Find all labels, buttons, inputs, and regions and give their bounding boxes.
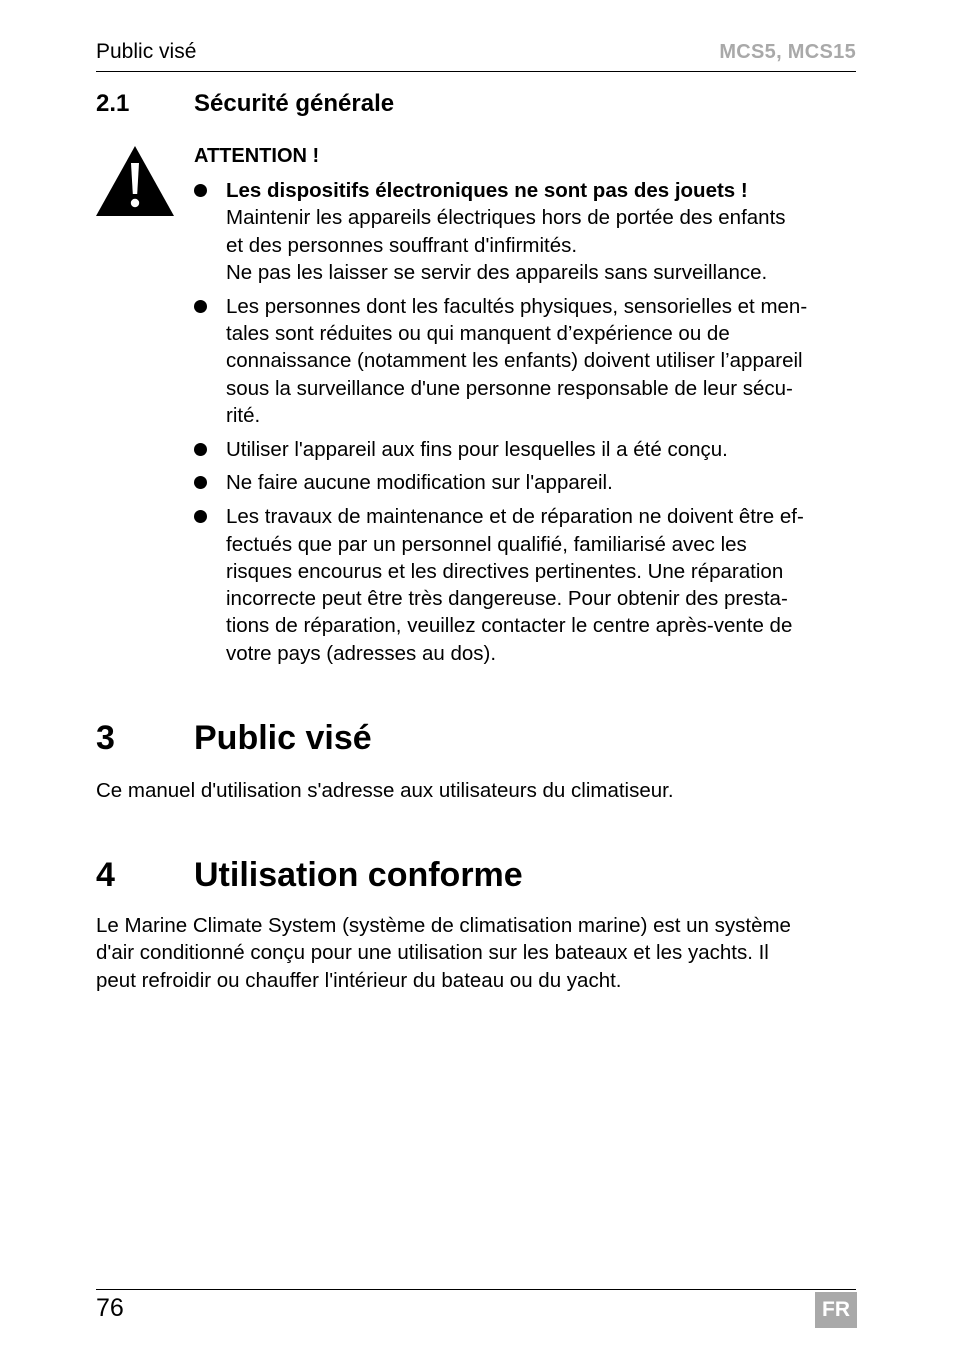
bullet-heading: Les dispositifs électroniques ne sont pas des jouets ! bbox=[226, 179, 748, 202]
attention-label: ATTENTION ! bbox=[194, 145, 320, 167]
running-header-model: MCS5, MCS15 bbox=[719, 41, 856, 63]
warning-triangle-icon bbox=[96, 146, 174, 216]
bullet-text-line: Ne faire aucune modification sur l'appareil. bbox=[226, 471, 613, 495]
paragraph-line: Le Marine Climate System (système de climatisation marine) est un système bbox=[96, 914, 791, 937]
bullet-icon bbox=[194, 476, 207, 489]
bullet-icon bbox=[194, 443, 207, 456]
bullet-text-line: fectués que par un personnel qualifié, familiarisé avec les bbox=[226, 532, 747, 556]
bullet-text-line: et des personnes souffrant d'infirmités. bbox=[226, 233, 578, 257]
list-item bbox=[194, 469, 858, 496]
bullet-text-line: connaissance (notamment les enfants) doivent utiliser l’appareil bbox=[226, 349, 803, 373]
paragraph-line: d'air conditionné conçu pour une utilisation sur les bateaux et les yachts. Il bbox=[96, 941, 769, 965]
section-3-paragraph: Ce manuel d'utilisation s'adresse aux utilisateurs du climatiseur. bbox=[96, 779, 674, 802]
footer-divider bbox=[96, 1289, 856, 1290]
section-4-title: Utilisation conforme bbox=[194, 856, 523, 894]
bullet-icon bbox=[194, 184, 207, 197]
bullet-text-line: sous la surveillance d'une personne responsable de leur sécu- bbox=[226, 376, 793, 400]
list-item bbox=[194, 177, 858, 286]
page-number: 76 bbox=[96, 1294, 124, 1322]
bullet-text-line: Ne pas les laisser se servir des appareils sans surveillance. bbox=[226, 260, 768, 284]
bullet-text-line: Maintenir les appareils électriques hors de portée des enfants bbox=[226, 206, 786, 230]
bullet-text-line: tions de réparation, veuillez contacter le centre après-vente de bbox=[226, 614, 793, 638]
bullet-text-line: Les travaux de maintenance et de réparation ne doivent être ef- bbox=[226, 505, 804, 529]
section-3-number: 3 bbox=[96, 719, 115, 757]
list-item bbox=[194, 293, 858, 429]
list-item bbox=[194, 436, 858, 463]
paragraph-line: peut refroidir ou chauffer l'intérieur du bateau ou du yacht. bbox=[96, 968, 622, 992]
bullet-icon bbox=[194, 510, 207, 523]
bullet-icon bbox=[194, 300, 207, 313]
bullet-text-line: votre pays (adresses au dos). bbox=[226, 641, 497, 665]
bullet-text-line: Utiliser l'appareil aux fins pour lesquelles il a été conçu. bbox=[226, 437, 728, 461]
header-divider bbox=[96, 71, 856, 72]
list-item bbox=[194, 503, 858, 667]
section-4-number: 4 bbox=[96, 856, 115, 894]
bullet-text-line: rité. bbox=[226, 403, 261, 427]
bullet-text-line: Les personnes dont les facultés physiques, sensorielles et men- bbox=[226, 294, 808, 318]
bullet-text-line: risques encourus et les directives pertinentes. Une réparation bbox=[226, 559, 784, 583]
language-badge: FR bbox=[815, 1292, 857, 1328]
section-4-paragraph bbox=[96, 912, 856, 994]
safety-list bbox=[194, 177, 858, 674]
section-2-1-number: 2.1 bbox=[96, 90, 130, 117]
section-3-title: Public visé bbox=[194, 719, 372, 757]
running-header-title: Public visé bbox=[96, 40, 197, 63]
bullet-text-line: tales sont réduites ou qui manquent d’expérience ou de bbox=[226, 321, 730, 345]
section-2-1-title: Sécurité générale bbox=[194, 90, 395, 117]
bullet-text-line: incorrecte peut être très dangereuse. Pour obtenir des presta- bbox=[226, 587, 788, 611]
